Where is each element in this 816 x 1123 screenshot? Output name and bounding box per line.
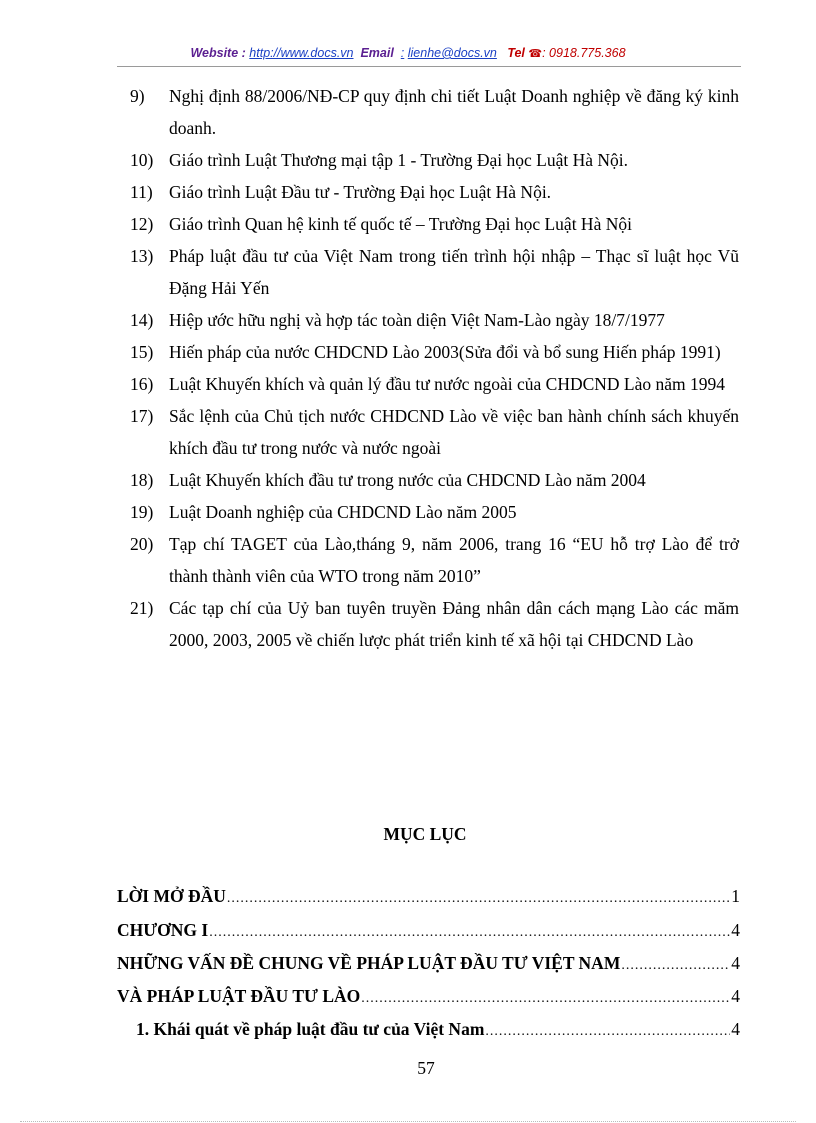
reference-list bbox=[117, 80, 739, 656]
toc-leader-dots bbox=[485, 1024, 730, 1040]
toc-entry-label: VÀ PHÁP LUẬT ĐẦU TƯ LÀO bbox=[117, 986, 361, 1006]
toc-leader-dots bbox=[227, 891, 730, 907]
toc-entry-chuong-i[interactable] bbox=[117, 920, 740, 941]
page-header bbox=[0, 46, 816, 60]
reference-number: 21) bbox=[130, 598, 154, 618]
website-label: Website : bbox=[190, 46, 246, 60]
toc-entry-phap-luat-dau-tu-lao[interactable] bbox=[117, 986, 740, 1007]
reference-text: Hiệp ước hữu nghị và hợp tác toàn diện Việt Nam-Lào ngày 18/7/1977 bbox=[169, 310, 665, 330]
toc-entry-label: 1. Khái quát về pháp luật đầu tư của Việt Nam bbox=[136, 1019, 485, 1039]
reference-item bbox=[117, 496, 739, 528]
footer-divider bbox=[20, 1121, 796, 1122]
reference-item bbox=[117, 80, 739, 144]
reference-text: Luật Khuyến khích và quản lý đầu tư nước ngoài của CHDCND Lào năm 1994 bbox=[169, 374, 726, 394]
reference-item bbox=[117, 400, 739, 464]
reference-number: 17) bbox=[130, 406, 154, 426]
reference-number: 19) bbox=[130, 502, 154, 522]
reference-item bbox=[117, 208, 739, 240]
header-divider bbox=[117, 66, 741, 67]
reference-item bbox=[117, 144, 739, 176]
toc-entry-page: 1 bbox=[731, 886, 740, 906]
email-label: Email bbox=[360, 46, 394, 60]
toc-title: MỤC LỤC bbox=[383, 824, 467, 844]
reference-number: 18) bbox=[130, 470, 154, 490]
toc-leader-dots bbox=[361, 991, 730, 1007]
reference-item bbox=[117, 336, 739, 368]
reference-item bbox=[117, 240, 739, 304]
toc-entry-label: NHỮNG VẤN ĐỀ CHUNG VỀ PHÁP LUẬT ĐẦU TƯ VIỆT NAM bbox=[117, 953, 621, 973]
toc-entry-page: 4 bbox=[731, 920, 740, 940]
reference-number: 16) bbox=[130, 374, 154, 394]
toc-entry-nhung-van-de-chung[interactable] bbox=[117, 953, 740, 974]
reference-text: Luật Doanh nghiệp của CHDCND Lào năm 2005 bbox=[169, 502, 517, 522]
phone-icon: ☎ bbox=[528, 48, 543, 60]
toc-entry-loi-mo-dau[interactable] bbox=[117, 886, 740, 907]
email-link[interactable]: lienhe@docs.vn bbox=[407, 46, 497, 60]
website-link[interactable]: http://www.docs.vn bbox=[249, 46, 354, 60]
tel-label: Tel bbox=[507, 46, 525, 60]
reference-number: 20) bbox=[130, 534, 154, 554]
toc-entry-page: 4 bbox=[731, 1019, 740, 1039]
toc-entry-label: CHƯƠNG I bbox=[117, 920, 209, 940]
reference-text: Luật Khuyến khích đầu tư trong nước của CHDCND Lào năm 2004 bbox=[169, 470, 646, 490]
reference-number: 9) bbox=[130, 86, 145, 106]
toc-entry-page: 4 bbox=[731, 953, 740, 973]
toc-leader-dots bbox=[621, 958, 730, 974]
reference-text: Sắc lệnh của Chủ tịch nước CHDCND Lào về việc ban hành chính sách khuyến khích đầu tư trong nước và nước ngoài bbox=[169, 406, 739, 458]
reference-number: 10) bbox=[130, 150, 154, 170]
reference-text: Hiến pháp của nước CHDCND Lào 2003(Sửa đổi và bổ sung Hiến pháp 1991) bbox=[169, 342, 721, 362]
reference-text: Pháp luật đầu tư của Việt Nam trong tiến trình hội nhập – Thạc sĩ luật học Vũ Đặng Hải Yến bbox=[169, 246, 739, 298]
reference-number: 11) bbox=[130, 182, 153, 202]
reference-text: Nghị định 88/2006/NĐ-CP quy định chi tiết Luật Doanh nghiệp về đăng ký kinh doanh. bbox=[169, 86, 739, 138]
reference-item bbox=[117, 304, 739, 336]
reference-item bbox=[117, 528, 739, 592]
reference-number: 15) bbox=[130, 342, 154, 362]
reference-item bbox=[117, 176, 739, 208]
reference-text: Giáo trình Luật Đầu tư - Trường Đại học Luật Hà Nội. bbox=[169, 182, 552, 202]
toc-entry-khai-quat[interactable] bbox=[136, 1019, 740, 1040]
toc-entry-page: 4 bbox=[731, 986, 740, 1006]
toc-entry-label: LỜI MỞ ĐẦU bbox=[117, 886, 226, 906]
page-number: 57 bbox=[417, 1058, 435, 1078]
reference-number: 14) bbox=[130, 310, 154, 330]
reference-text: Giáo trình Luật Thương mại tập 1 - Trường Đại học Luật Hà Nội. bbox=[169, 150, 629, 170]
reference-item bbox=[117, 368, 739, 400]
reference-text: Giáo trình Quan hệ kinh tế quốc tế – Trường Đại học Luật Hà Nội bbox=[169, 214, 632, 234]
reference-text: Các tạp chí của Uỷ ban tuyên truyền Đảng nhân dân cách mạng Lào các măm 2000, 2003, 2005 về chiến lược phát triển kinh tế xã hội tại CHDCND Lào bbox=[169, 598, 739, 650]
reference-number: 13) bbox=[130, 246, 154, 266]
reference-text: Tạp chí TAGET của Lào,tháng 9, năm 2006, trang 16 “EU hỗ trợ Lào để trở thành thành viên của WTO trong năm 2010” bbox=[169, 534, 739, 586]
tel-number: : 0918.775.368 bbox=[542, 46, 626, 60]
toc-leader-dots bbox=[209, 925, 730, 941]
email-separator: : bbox=[400, 46, 405, 60]
reference-item bbox=[117, 592, 739, 656]
reference-item bbox=[117, 464, 739, 496]
reference-number: 12) bbox=[130, 214, 154, 234]
